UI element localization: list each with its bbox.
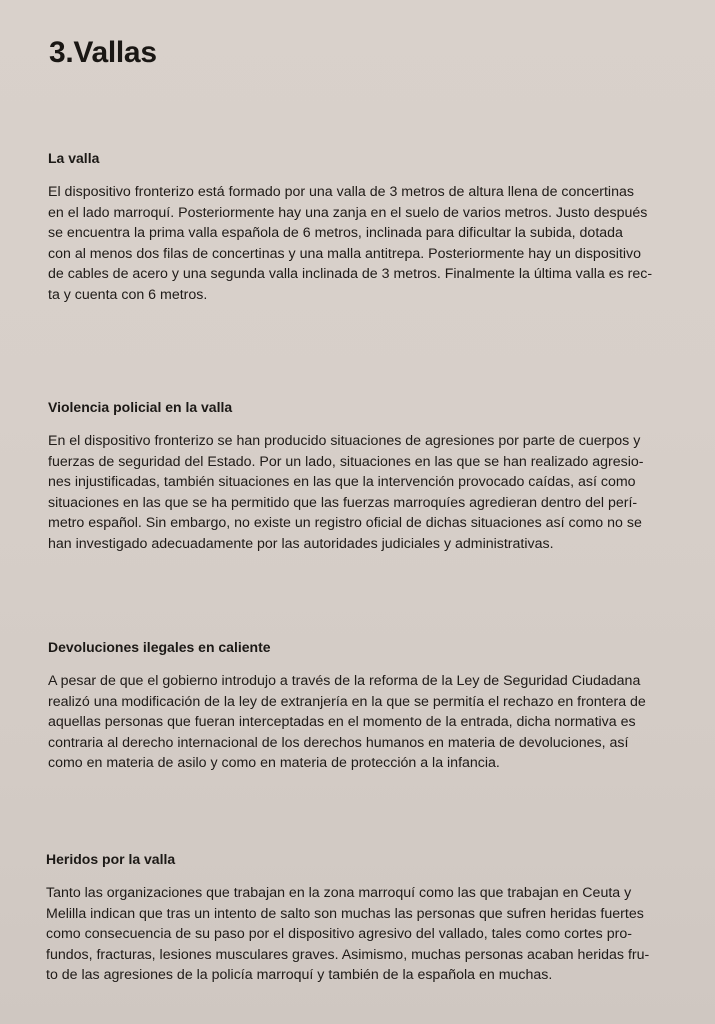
body-line: fuerzas de seguridad del Estado. Por un lado, situaciones en las que se han realizado agresio-: [48, 453, 644, 470]
body-line: Tanto las organizaciones que trabajan en la zona marroquí como las que trabajan en Ceuta y: [46, 885, 632, 901]
section-heading: Violencia policial en la valla: [48, 399, 233, 415]
body-line: se encuentra la prima valla española de 6 metros, inclinada para dificultar la subida, dotada: [48, 225, 623, 242]
body-line: realizó una modificación de la ley de extranjería en la que se permitía el rechazo en frontera de: [48, 693, 646, 710]
page-title: 3.Vallas: [49, 36, 157, 69]
body-line: de cables de acero y una segunda valla inclinada de 3 metros. Finalmente la última valla es rec-: [48, 266, 653, 283]
section-body: [48, 182, 696, 306]
section-devoluciones: [48, 638, 696, 774]
section-body: [46, 883, 694, 986]
body-line: metro español. Sin embargo, no existe un registro oficial de dichas situaciones así como no se: [48, 515, 642, 532]
body-line: con al menos dos filas de concertinas y una malla antitrepa. Posteriormente hay un dispositivo: [48, 245, 642, 262]
body-line: nes injustificadas, también situaciones en las que la intervención provocado caídas, así como: [48, 474, 636, 491]
section-la-valla: [48, 149, 696, 306]
body-line: como en materia de asilo y como en materia de protección a la infancia.: [48, 755, 500, 772]
body-line: fundos, fracturas, lesiones musculares graves. Asimismo, muchas personas acaban heridas fru-: [46, 946, 650, 963]
body-line: contraria al derecho internacional de los derechos humanos en materia de devoluciones, así: [48, 734, 629, 751]
section-body: [48, 431, 696, 555]
section-heading: Devoluciones ilegales en caliente: [48, 639, 271, 655]
section-heridos: [46, 850, 694, 986]
section-violencia-policial: [48, 398, 696, 555]
body-line: en el lado marroquí. Posteriormente hay una zanja en el suelo de varios metros. Justo después: [48, 204, 648, 221]
body-line: aquellas personas que fueran interceptadas en el momento de la entrada, dicha normativa es: [48, 714, 636, 731]
section-body: [48, 671, 696, 774]
body-line: A pesar de que el gobierno introdujo a través de la reforma de la Ley de Seguridad Ciudadana: [48, 673, 641, 689]
body-line: han investigado adecuadamente por las autoridades judiciales y administrativas.: [48, 535, 554, 552]
body-line: como consecuencia de su paso por el dispositivo agresivo del vallado, tales como cortes pro-: [46, 926, 632, 943]
section-heading: La valla: [48, 150, 100, 166]
body-line: ta y cuenta con 6 metros.: [48, 286, 208, 303]
body-line: El dispositivo fronterizo está formado por una valla de 3 metros de altura llena de concertinas: [48, 184, 634, 200]
body-line: Melilla indican que tras un intento de salto son muchas las personas que sufren heridas fuertes: [46, 905, 644, 922]
section-heading: Heridos por la valla: [46, 851, 176, 867]
body-line: En el dispositivo fronterizo se han producido situaciones de agresiones por parte de cuerpos y: [48, 433, 641, 449]
body-line: to de las agresiones de la policía marroquí y también de la española en muchas.: [46, 967, 553, 984]
body-line: situaciones en las que se ha permitido que las fuerzas marroquíes agredieran dentro del perí-: [48, 494, 638, 511]
